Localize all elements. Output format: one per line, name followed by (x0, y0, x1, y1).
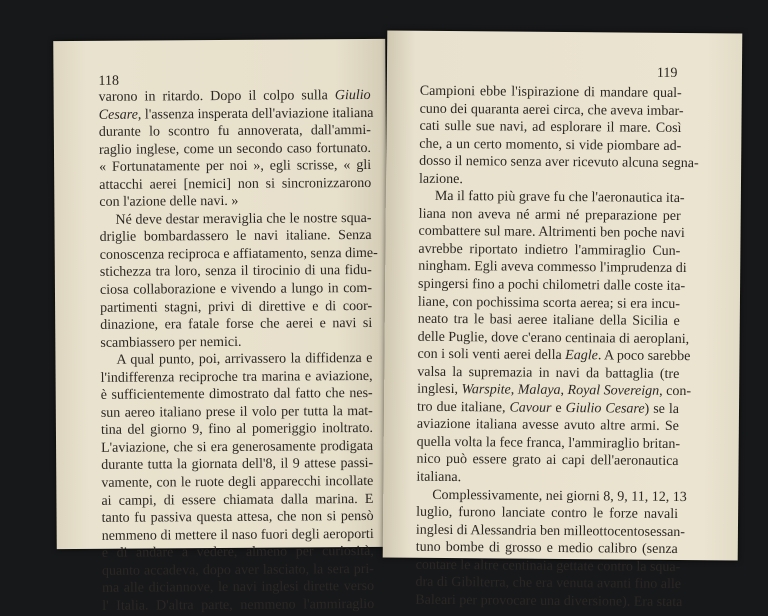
italic-text: Giulio Cesare (565, 400, 645, 417)
text-segment: contare le altre centinaia gettate contro la squa- (415, 557, 681, 575)
text-segment: Baleari per provocare una diversione). Era stata (415, 592, 683, 610)
text-line (102, 543, 374, 562)
text-line (101, 491, 373, 510)
text-segment: aviazione italiana avesse avuto altre armi. Se (416, 417, 679, 435)
text-line (415, 521, 686, 541)
text-line (102, 578, 374, 597)
text-segment: stichezza tra loro, senza il tirocinio di una fidu- (99, 263, 372, 281)
text-line (99, 140, 371, 159)
text-segment: L'aviazione, che si era generosamente prodigata (101, 438, 374, 456)
text-line (417, 363, 679, 383)
text-segment: lazione. (418, 171, 463, 187)
text-segment: ) se la (644, 401, 680, 417)
text-segment: dra di Gibilterra, che era venuta avanti fino alle (415, 575, 682, 593)
text-line (415, 592, 683, 612)
text-segment: l'indifferenza reciproche tra marina e aviazione, (100, 368, 373, 386)
text-segment: nemmeno di mettere il naso fuori degli aeroporti (101, 526, 374, 544)
text-line (100, 280, 372, 299)
text-segment: , l'assenza insperata dell'aviazione italiana (137, 105, 374, 123)
text-segment: « Fortunatamente per noi », egli scrisse, « gli (99, 158, 372, 176)
text-segment: quanto accadeva, dopo aver lasciato, la sera pri- (101, 561, 374, 579)
text-line (417, 434, 679, 454)
text-segment: avrebbe riportato indietro l'ammiraglio Cun- (418, 241, 681, 259)
text-segment: nico può essere grato ai capi dell'aeronautica (416, 452, 679, 470)
text-line (100, 298, 372, 317)
text-segment: quella volta la fece franca, l'ammiraglio britan- (416, 434, 681, 452)
text-segment: durante tutta la giornata dell'8, il 9 attese passi- (101, 456, 374, 474)
text-segment: luglio, furono lanciate contro le forze navali (416, 504, 679, 523)
text-segment: driglie bombardassero le navi italiane. Senza (99, 228, 372, 246)
text-segment: ningham. Egli aveva commesso l'imprudenza di (418, 259, 687, 277)
text-line (416, 504, 678, 524)
text-segment: Campioni ebbe l'ispirazione di mandare qual- (419, 83, 682, 102)
text-segment: tro due italiane, (416, 399, 510, 416)
text-line (415, 574, 682, 594)
text-segment: combattere sul mare. Altrimenti ben poche navi (418, 224, 685, 242)
italic-text: Giulio (334, 87, 371, 104)
text-line (419, 170, 681, 190)
text-segment: varono in ritardo. Dopo il colpo sulla (98, 88, 335, 105)
text-line (417, 399, 679, 419)
text-line (419, 118, 681, 138)
text-segment: , (510, 382, 518, 398)
text-line (102, 596, 374, 615)
text-segment: partimenti stagni, privi di direttive e di coor- (100, 298, 373, 316)
text-segment: tina del giorno 9, fino al pomeriggio inoltrato. (100, 421, 373, 439)
text-segment: che, a un certo momento, si vide piombare ad- (419, 136, 682, 154)
text-line (101, 368, 373, 387)
text-line (419, 153, 699, 173)
text-segment: inglesi di Alessandria ben milleottocentosessan- (415, 522, 686, 540)
text-line (416, 469, 678, 489)
text-segment: con l'azione delle navi. » (99, 194, 239, 211)
text-line (101, 473, 373, 492)
text-line (99, 157, 371, 176)
text-line (99, 210, 371, 229)
text-segment: durante lo scontro fu annoverata, dall'ammi- (98, 123, 371, 140)
text-segment: liana non aveva né armi né preparazione per (418, 206, 681, 224)
text-segment: ai campi, di essere chiamata dalla marina. E (101, 491, 374, 509)
text-segment: . A poco sarebbe (597, 348, 691, 365)
text-segment: , con- (659, 384, 692, 400)
text-line (101, 420, 373, 439)
text-line (416, 539, 678, 559)
text-segment: liane, con pochissima scorta aerea; si era incu- (417, 294, 680, 312)
text-segment: è sufficientemente dimostrato dal fatto che nes- (100, 386, 373, 404)
text-segment: ciosa collaborazione e vivendo a lungo in com- (99, 280, 373, 298)
text-line (102, 526, 374, 545)
text-line (100, 262, 372, 281)
text-line (99, 192, 371, 211)
text-segment: A qual punto, poi, arrivassero la diffidenza e (116, 351, 373, 368)
text-segment: tanto fu passiva questa attesa, che non si pensò (101, 509, 374, 526)
text-segment: con i soli venti aerei della (417, 346, 566, 364)
text-segment: dosso il nemico senza aver ricevuto alcuna segna- (419, 153, 699, 172)
text-segment: dinazione, era fatale forse che aerei e navi si (100, 316, 373, 333)
text-line (102, 561, 374, 580)
text-segment: e di andare a vedere, almeno per curiosità, (101, 544, 374, 562)
text-line (417, 416, 679, 436)
text-line (419, 135, 681, 155)
text-line (100, 350, 372, 369)
text-segment: , (560, 383, 568, 399)
text-segment: Complessivamente, nei giorni 8, 9, 11, 12, 13 (432, 487, 687, 505)
right-book-page (383, 30, 743, 610)
text-line (418, 241, 680, 261)
left-book-page (53, 39, 389, 614)
text-line (418, 258, 687, 278)
text-segment: conoscenza reciproca e affiatamento, senza dime- (99, 245, 378, 263)
text-segment: scambiassero per nemici. (100, 334, 242, 351)
text-line (100, 227, 372, 246)
text-line (101, 455, 373, 474)
text-line (100, 315, 372, 334)
italic-text: Eagle (565, 348, 598, 364)
text-segment: cuno dei quaranta aerei circa, che aveva imbar- (419, 101, 684, 119)
text-line (100, 333, 372, 352)
page-body-text (98, 87, 378, 615)
text-segment: attacchi aerei [nemici] non si sincronizzarono (99, 175, 372, 193)
text-segment: e (551, 400, 566, 416)
text-line (101, 438, 373, 457)
text-line (416, 486, 687, 506)
text-line (418, 293, 680, 313)
text-line (419, 206, 681, 226)
text-segment: cati sulle sue navi, ad esplorare il mare. Così (419, 118, 682, 137)
text-segment: tuno bombe di grosso e medio calibro (senza (415, 539, 678, 558)
text-line (420, 100, 682, 120)
text-line (99, 175, 371, 194)
italic-text: Royal Sovereign (567, 383, 660, 400)
italic-text: Cesare (98, 107, 138, 123)
text-segment: l' Italia. D'altra parte, nemmeno l'ammiraglio (102, 596, 375, 614)
text-line (99, 87, 371, 106)
text-segment: inglesi, (417, 382, 462, 398)
text-line (418, 276, 686, 296)
text-line (418, 223, 685, 243)
italic-text: Cavour (509, 400, 552, 416)
page-number: 118 (98, 73, 120, 89)
text-line (418, 311, 680, 331)
text-segment: spingersi fino a pochi chilometri dalle coste ita- (418, 276, 686, 295)
text-segment: italiana. (416, 469, 462, 486)
text-line (98, 104, 374, 123)
text-line (101, 403, 373, 422)
text-line (415, 556, 681, 576)
text-segment: ma alle diciannove, le navi inglesi dirette verso (102, 579, 375, 597)
text-line (416, 451, 678, 471)
text-line (102, 508, 374, 527)
text-line (417, 381, 692, 401)
text-line (417, 328, 690, 348)
text-line (417, 346, 691, 366)
text-segment: vamente, con le ruote degli apparecchi incollate (101, 473, 374, 491)
text-line (99, 245, 378, 264)
text-segment: delle Puglie, dove c'erano centinaia di aeroplani, (417, 329, 690, 347)
text-segment: sun aereo italiano prese il volo per tutta la mat- (100, 403, 373, 421)
italic-text: Malaya (517, 382, 561, 399)
text-segment: raglio inglese, come un secondo caso fortunato. (98, 140, 372, 158)
page-number: 119 (656, 65, 678, 81)
text-segment: Ma il fatto più grave fu che l'aeronautica ita- (434, 189, 685, 207)
page-body-text (415, 83, 699, 612)
text-line (101, 385, 373, 404)
text-segment: valsa la supremazia in navi da battaglia (tre (417, 364, 680, 382)
text-line (419, 188, 685, 208)
text-line (420, 83, 682, 103)
italic-text: Warspite (461, 382, 511, 398)
text-segment: Né deve destar meraviglia che le nostre squa- (115, 210, 372, 228)
text-segment: neato tra le basi aeree italiane della Sicilia e (417, 311, 680, 330)
text-line (99, 122, 371, 141)
